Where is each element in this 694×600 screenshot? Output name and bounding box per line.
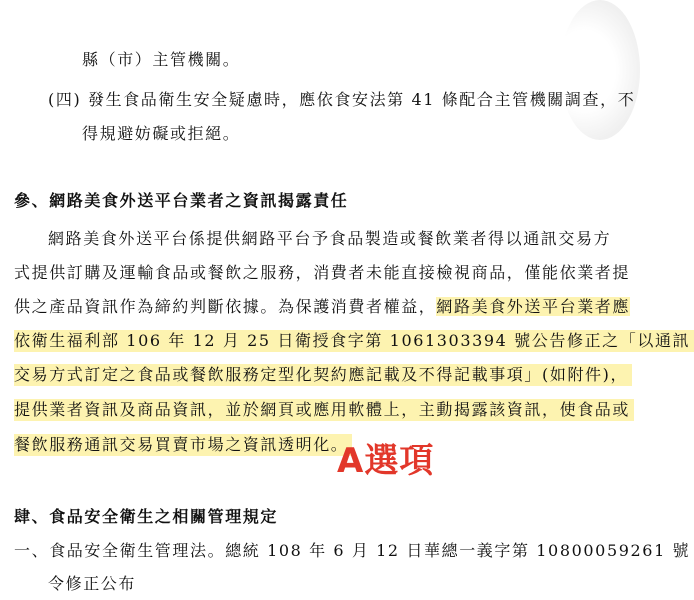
highlighted-text: 網路美食外送平台業者應 [436,297,631,316]
highlighted-text: 提供業者資訊及商品資訊，並於網頁或應用軟體上，主動揭露該資訊，使食品或 [14,399,634,421]
highlighted-line [14,330,694,352]
text-line: 縣（市）主管機關。 [82,50,241,69]
paragraph-line [14,296,630,318]
highlighted-line [14,399,634,421]
paragraph-line: 式提供訂購及運輸食品或餐飲之服務，消費者未能直接檢視商品，僅能依業者提 [14,263,631,282]
page-curl-shadow [560,0,640,140]
list-item: 一、食品安全衛生管理法。總統 108 年 6 月 12 日華總一義字第 10800059261 號 [14,541,691,560]
annotation-label: A選項 [337,441,435,481]
highlighted-text: 交易方式訂定之食品或餐飲服務定型化契約應記載及不得記載事項」(如附件)， [14,364,632,386]
paragraph-line: 網路美食外送平台係提供網路平台予食品製造或餐飲業者得以通訊交易方 [48,229,612,248]
highlighted-text: 餐飲服務通訊交易買賣市場之資訊透明化。 [14,434,352,456]
section-heading: 肆、食品安全衛生之相關管理規定 [14,507,279,526]
paragraph-text: 供之產品資訊作為締約判斷依據。為保護消費者權益， [14,297,437,316]
section-heading: 參、網路美食外送平台業者之資訊揭露責任 [14,191,349,210]
text-line: 得規避妨礙或拒絕。 [82,124,241,143]
highlighted-line [14,364,632,386]
list-item: 令修正公布 [48,574,137,593]
highlighted-text: 依衛生福利部 106 年 12 月 25 日衛授食字第 1061303394 號公告修正之「以通訊 [14,330,694,352]
text-line: (四) 發生食品衛生安全疑慮時，應依食安法第 41 條配合主管機關調查，不 [48,90,636,109]
highlighted-line [14,434,352,456]
